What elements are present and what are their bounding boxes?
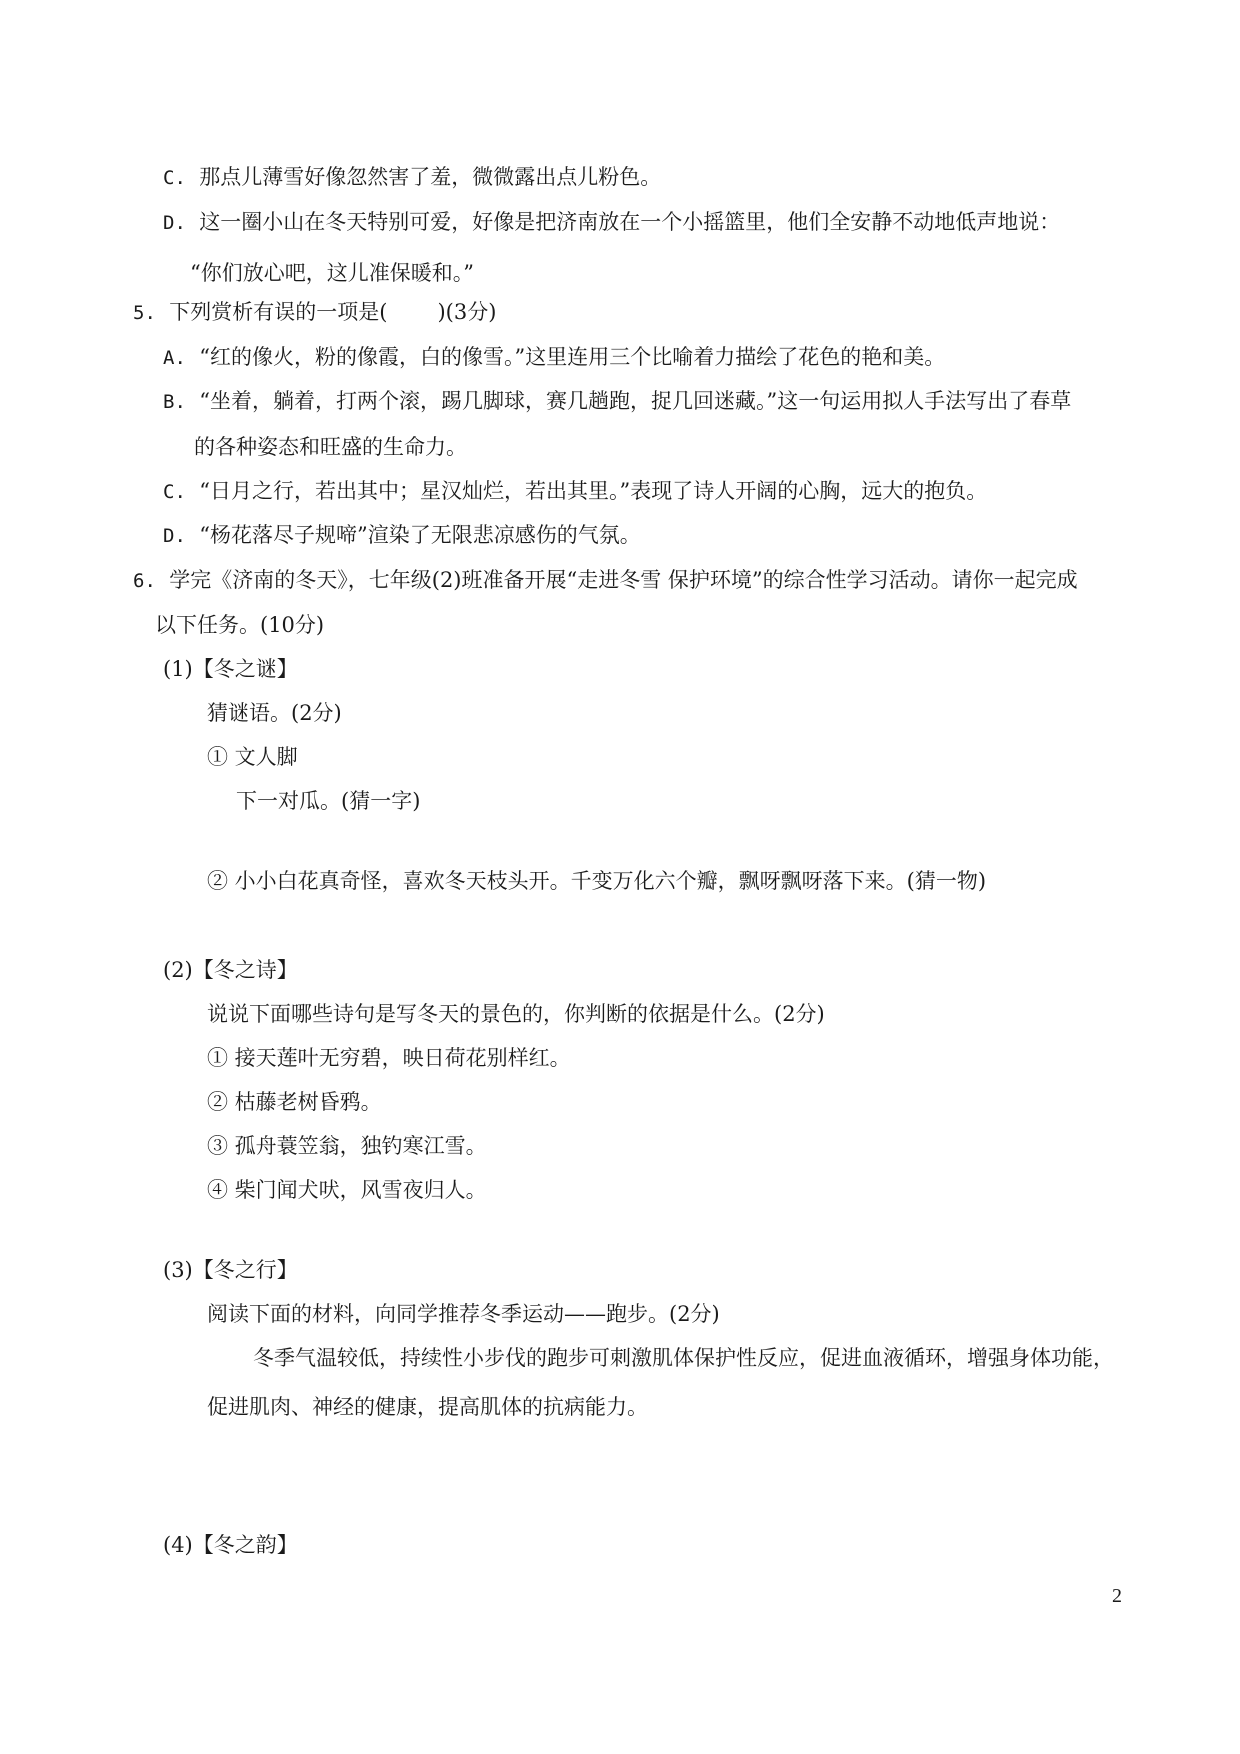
poem-line-4: ④ 柴门闻犬吠，风雪夜归人。 bbox=[207, 1178, 487, 1202]
part1-heading: (1)【冬之谜】 bbox=[163, 657, 298, 681]
option-label: C. bbox=[163, 481, 186, 503]
poem-line-1: ① 接天莲叶无穷碧，映日荷花别样红。 bbox=[207, 1046, 571, 1070]
part3-heading: (3)【冬之行】 bbox=[163, 1258, 298, 1282]
poem-line-2: ② 枯藤老树昏鸦。 bbox=[207, 1090, 382, 1114]
option-text: 这一圈小山在冬天特别可爱，好像是把济南放在一个小摇篮里，他们全安静不动地低声地说： bbox=[199, 210, 1061, 234]
q4-option-d bbox=[163, 207, 1060, 238]
poem-line-3: ③ 孤舟蓑笠翁，独钓寒江雪。 bbox=[207, 1134, 487, 1158]
riddle-1-line2: 下一对瓜。(猜一字) bbox=[236, 789, 421, 813]
option-label: A. bbox=[163, 347, 186, 369]
option-label: D. bbox=[163, 212, 186, 234]
option-text: “日月之行，若出其中；星汉灿烂，若出其里。”表现了诗人开阔的心胸，远大的抱负。 bbox=[199, 479, 988, 503]
material-line-2: 促进肌肉、神经的健康，提高肌体的抗病能力。 bbox=[207, 1395, 648, 1419]
q5-option-b-continuation: 的各种姿态和旺盛的生命力。 bbox=[194, 435, 467, 459]
riddle-1-line1: ① 文人脚 bbox=[207, 745, 298, 769]
option-label: D. bbox=[163, 525, 186, 547]
q5-option-b bbox=[163, 386, 1071, 417]
part2-instruction: 说说下面哪些诗句是写冬天的景色的，你判断的依据是什么。(2分) bbox=[207, 1002, 825, 1026]
q4-option-c bbox=[163, 162, 661, 193]
question-score: )(3分) bbox=[437, 300, 497, 324]
question-number: 6. bbox=[133, 570, 156, 592]
part3-instruction: 阅读下面的材料，向同学推荐冬季运动——跑步。(2分) bbox=[207, 1302, 720, 1326]
part1-instruction: 猜谜语。(2分) bbox=[207, 701, 342, 725]
q5-option-c bbox=[163, 476, 987, 507]
part4-heading: (4)【冬之韵】 bbox=[163, 1533, 298, 1557]
q5-option-a bbox=[163, 342, 945, 373]
q6-stem bbox=[133, 565, 1078, 596]
part2-heading: (2)【冬之诗】 bbox=[163, 958, 298, 982]
q5-option-d bbox=[163, 520, 641, 551]
question-stem: 下列赏析有误的一项是( bbox=[169, 300, 388, 324]
option-text: “杨花落尽子规啼”渲染了无限悲凉感伤的气氛。 bbox=[199, 523, 641, 547]
option-label: B. bbox=[163, 391, 186, 413]
q6-stem-continuation: 以下任务。(10分) bbox=[155, 613, 325, 637]
material-line-1: 冬季气温较低，持续性小步伐的跑步可刺激肌体保护性反应，促进血液循环，增强身体功能， bbox=[253, 1346, 1114, 1370]
riddle-2: ② 小小白花真奇怪，喜欢冬天枝头开。千变万化六个瓣，飘呀飘呀落下来。(猜一物) bbox=[207, 869, 987, 893]
option-text: “坐着，躺着，打两个滚，踢几脚球，赛几趟跑，捉几回迷藏。”这一句运用拟人手法写出了春草 bbox=[199, 389, 1072, 413]
page-number: 2 bbox=[1112, 1585, 1122, 1607]
option-text: 那点儿薄雪好像忽然害了羞，微微露出点儿粉色。 bbox=[199, 165, 662, 189]
question-number: 5. bbox=[133, 302, 156, 324]
option-text: “红的像火，粉的像霞，白的像雪。”这里连用三个比喻着力描绘了花色的艳和美。 bbox=[199, 345, 946, 369]
question-stem: 学完《济南的冬天》，七年级(2)班准备开展“走进冬雪 保护环境”的综合性学习活动。请你一起完成 bbox=[169, 568, 1078, 592]
option-label: C. bbox=[163, 167, 186, 189]
q5-stem bbox=[133, 297, 496, 328]
q4-option-d-continuation: “你们放心吧，这儿准保暖和。” bbox=[190, 261, 474, 285]
